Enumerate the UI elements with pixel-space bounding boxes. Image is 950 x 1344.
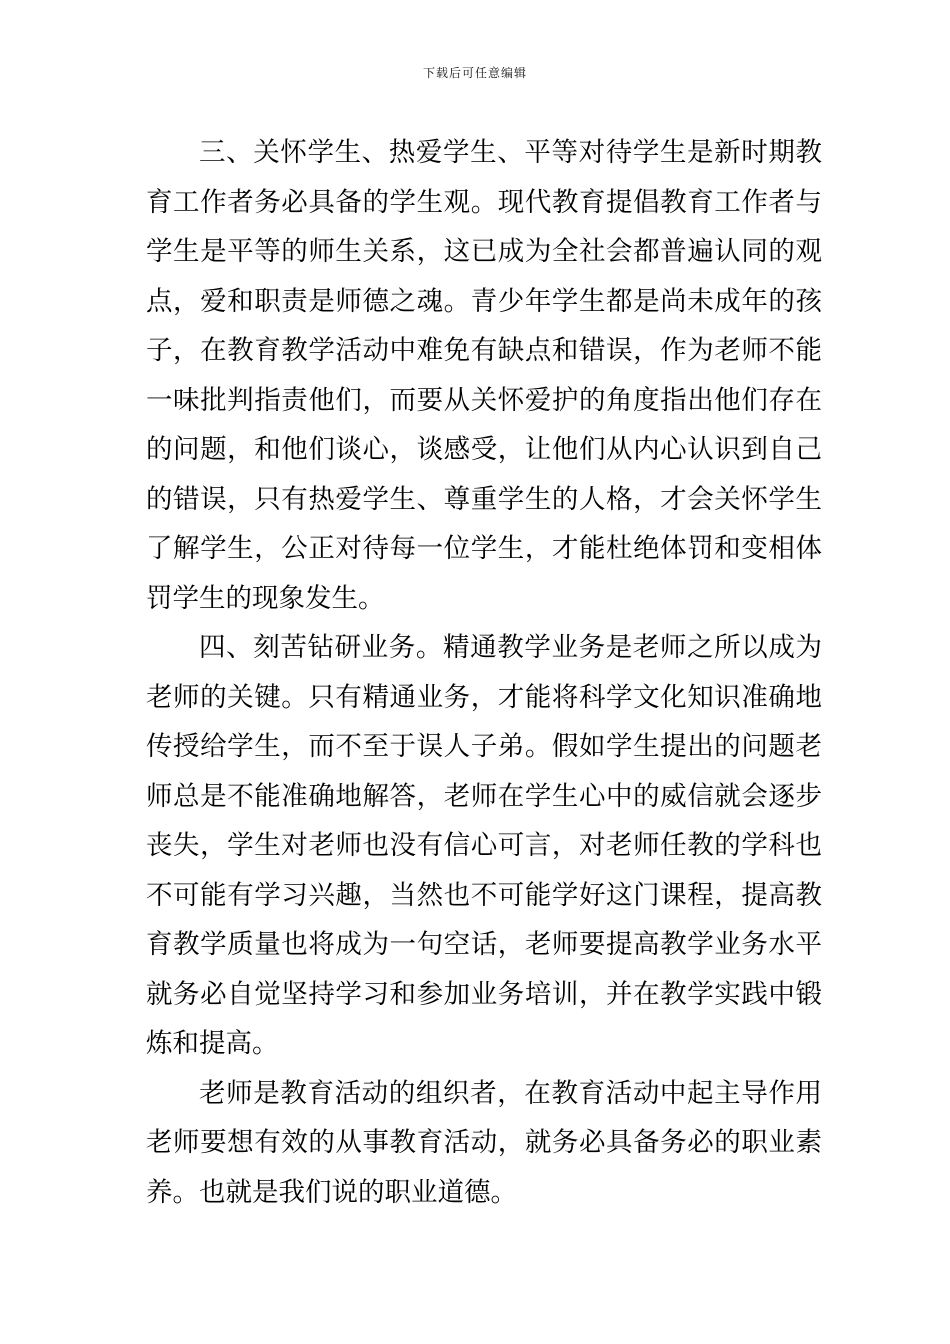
document-body bbox=[146, 128, 822, 1217]
paragraph-student-view: 三、关怀学生、热爱学生、平等对待学生是新时期教育工作者务必具备的学生观。现代教育提倡教育工作者与学生是平等的师生关系，这已成为全社会都普遍认同的观点，爱和职责是师德之魂。青少年学生都是尚未成年的孩子，在教育教学活动中难免有缺点和错误，作为老师不能一味批判指责他们，而要从关怀爱护的角度指出他们存在的问题，和他们谈心，谈感受，让他们从内心认识到自己的错误，只有热爱学生、尊重学生的人格，才会关怀学生了解学生，公正对待每一位学生，才能杜绝体罚和变相体罚学生的现象发生。 bbox=[146, 137, 822, 614]
paragraph-study-business: 四、刻苦钻研业务。精通教学业务是老师之所以成为老师的关键。只有精通业务，才能将科学文化知识准确地传授给学生，而不至于误人子弟。假如学生提出的问题老师总是不能准确地解答，老师在学生心中的威信就会逐步丧失，学生对老师也没有信心可言，对老师任教的学科也不可能有学习兴趣，当然也不可能学好这门课程，提高教育教学质量也将成为一句空话，老师要提高教学业务水平就务必自觉坚持学习和参加业务培训，并在教学实践中锻炼和提高。 bbox=[146, 632, 822, 1059]
paragraph-teacher-role: 老师是教育活动的组织者，在教育活动中起主导作用老师要想有效的从事教育活动，就务必具备务必的职业素养。也就是我们说的职业道德。 bbox=[146, 1077, 822, 1208]
page-header: 下载后可任意编辑 bbox=[422, 66, 527, 80]
